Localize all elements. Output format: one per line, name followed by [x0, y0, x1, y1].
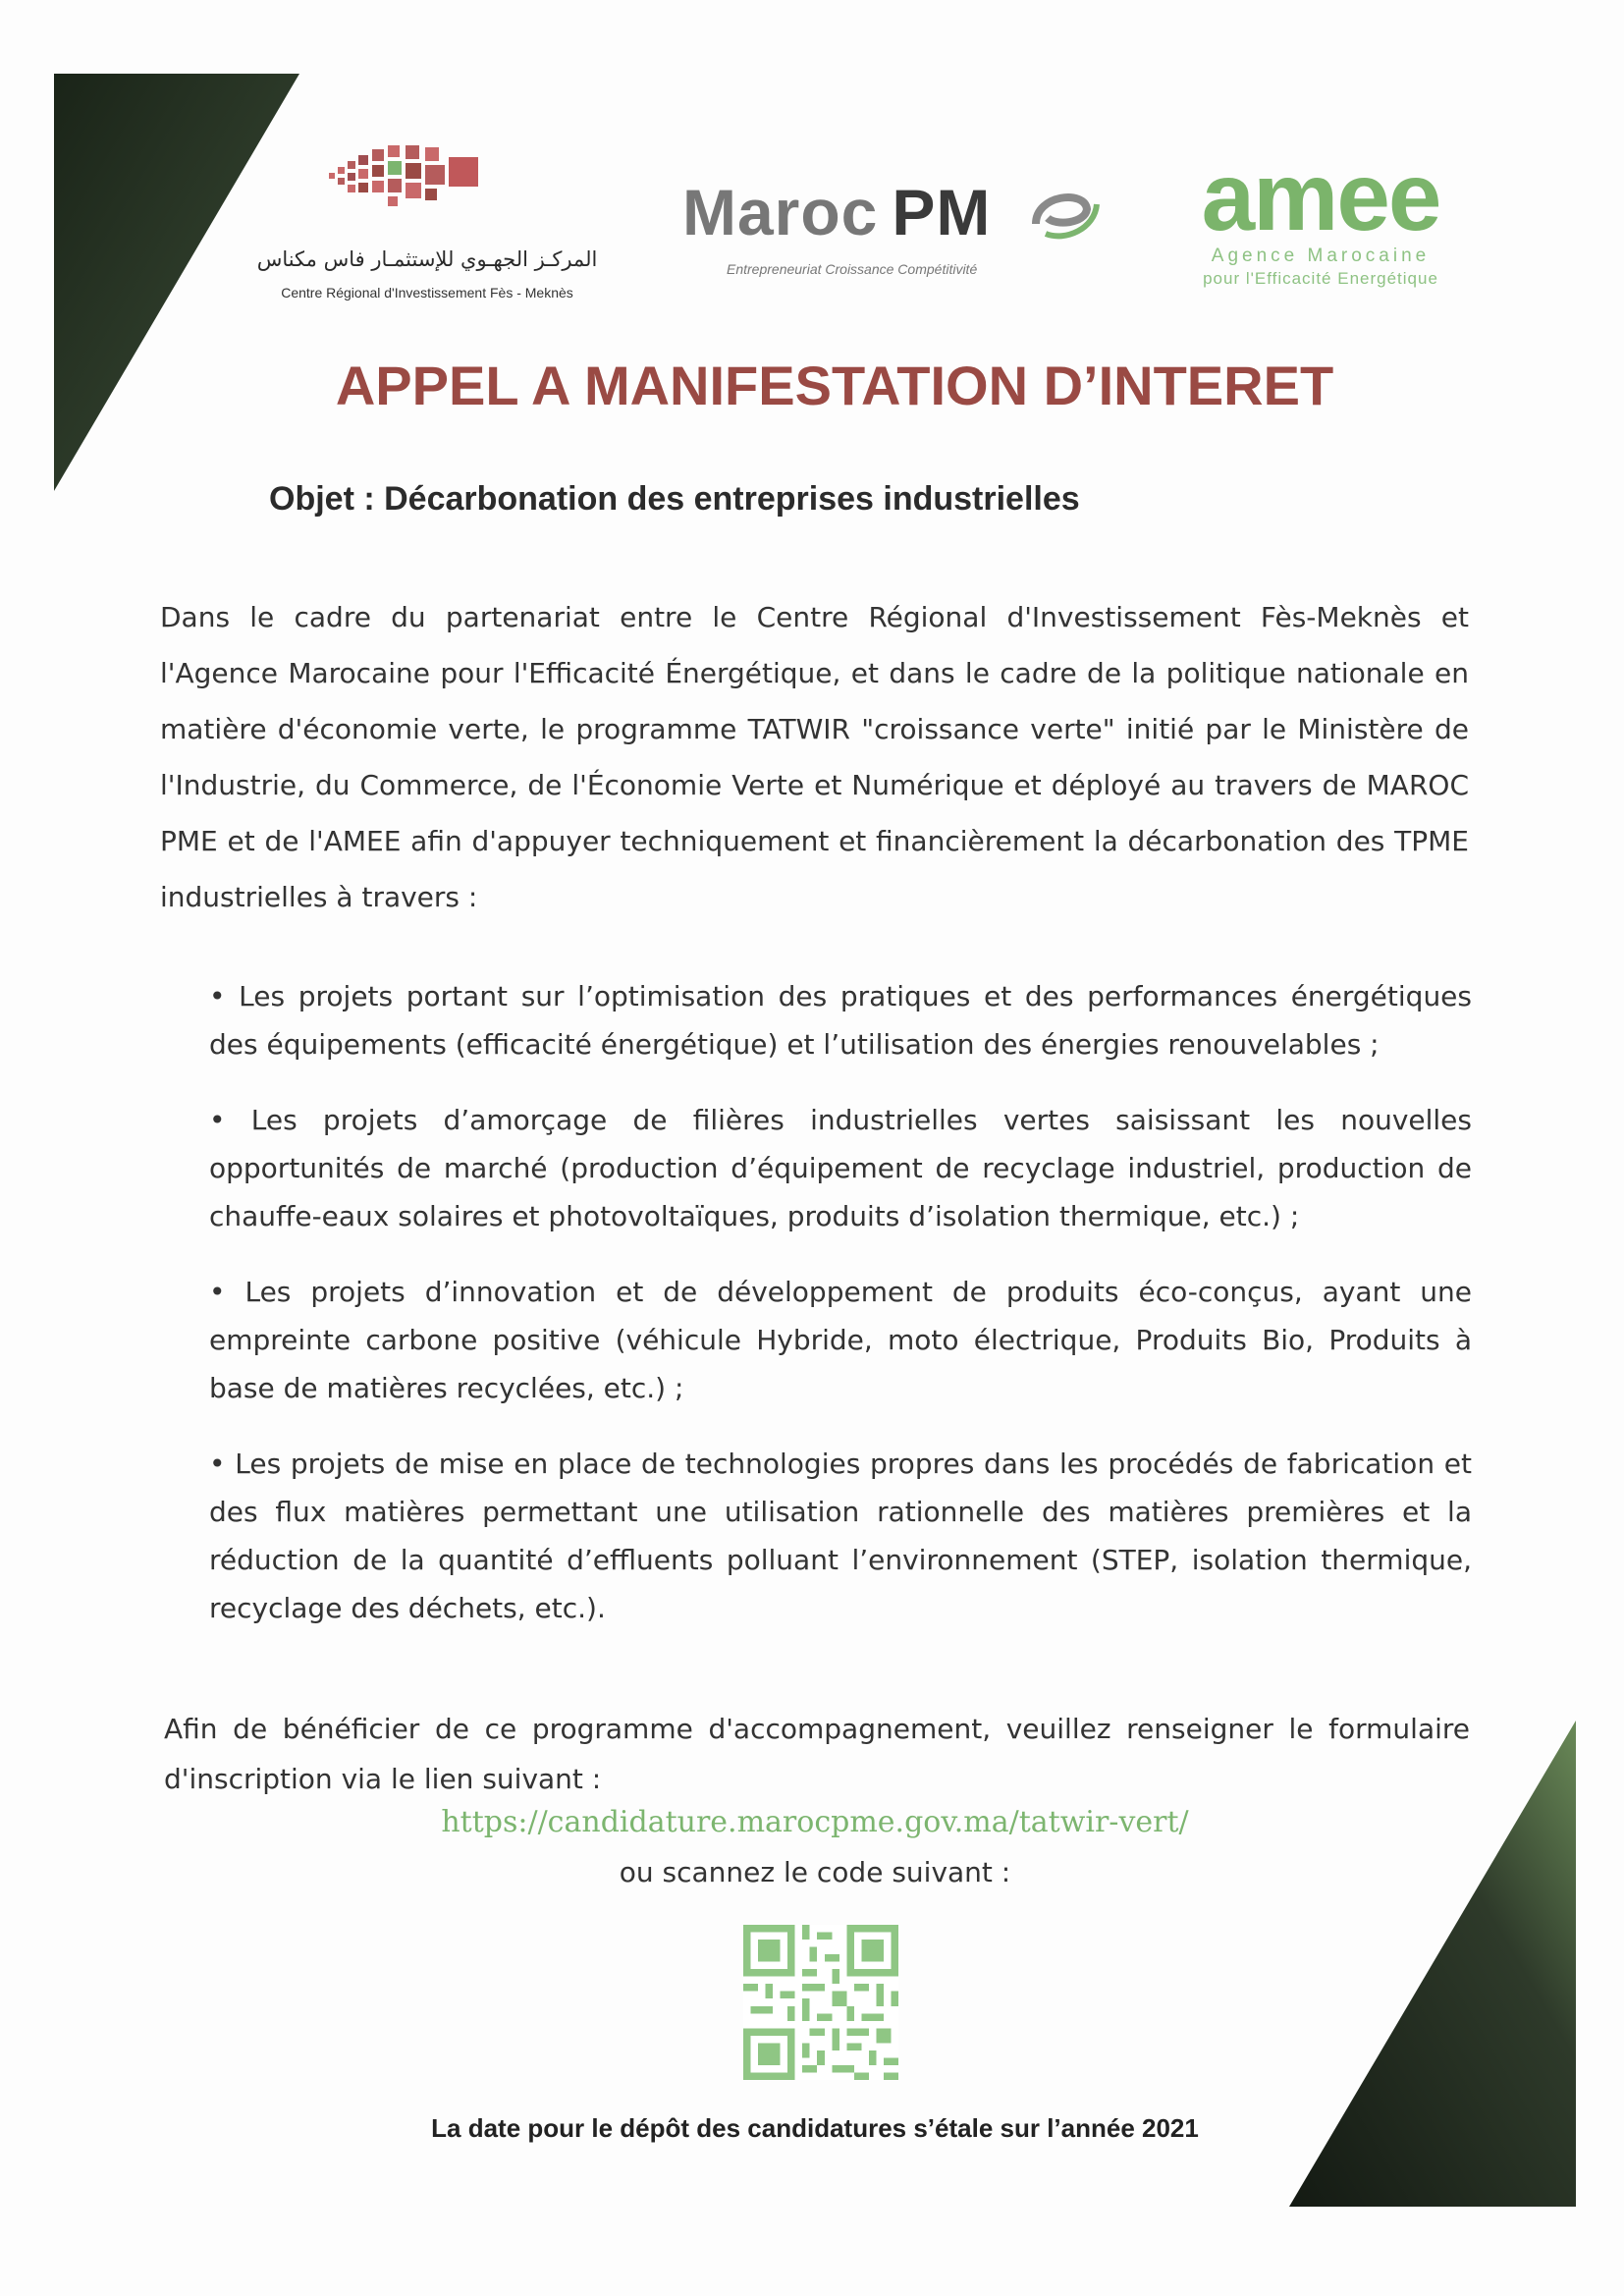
- scan-instruction: ou scannez le code suivant :: [619, 1856, 1011, 1888]
- amee-wordmark: amee: [1201, 142, 1440, 250]
- project-list: [209, 972, 1472, 1660]
- crif-squares-logo-icon: [329, 145, 525, 239]
- maroc-pme-tagline: Entrepreneuriat Croissance Compétitivité: [727, 261, 978, 277]
- logo-maroc-pme: [682, 175, 1114, 283]
- page-title: APPEL A MANIFESTATION D’INTERET: [335, 355, 1334, 416]
- logo-amee: [1173, 142, 1468, 300]
- closing-paragraph: Afin de bénéficier de ce programme d'accompagnement, veuillez renseigner le formulaire d'inscription via le lien suivant :: [164, 1713, 1470, 1795]
- e-swoosh-logo-icon: [1026, 185, 1105, 248]
- amee-subtitle-line1: Agence Marocaine: [1211, 246, 1431, 266]
- pm-word: PM: [892, 176, 992, 248]
- maroc-pme-wordmark: [682, 175, 991, 249]
- intro-paragraph: Dans le cadre du partenariat entre le Centre Régional d'Investissement Fès-Meknès et l'Agence Marocaine pour l'Efficacité Énergétique, et dans le cadre de la politique nationale en matière d'économie verte, le programme TATWIR "croissance verte" initié par le Ministère de l'Industrie, du Commerce, de l'Économie Verte et Numérique et déployé au travers de MAROC PME et de l'AMEE afin d'appuyer techniquement et financièrement la décarbonation des TPME industrielles à travers :: [160, 601, 1469, 913]
- application-link[interactable]: https://candidature.marocpme.gov.ma/tatwir-vert/: [441, 1805, 1189, 1839]
- maroc-word: Maroc: [682, 176, 879, 248]
- deadline-note: La date pour le dépôt des candidatures s’étale sur l’année 2021: [431, 2113, 1199, 2143]
- crif-latin-name: Centre Régional d'Investissement Fès - Meknès: [281, 285, 573, 301]
- list-item: • Les projets d’amorçage de filières industrielles vertes saisissant les nouvelles opportunités de marché (production d’équipement de recyclage industriel, production de chauffe-eaux solaires et photovoltaïques, produits d’isolation thermique, etc.) ;: [209, 1104, 1472, 1232]
- list-item: • Les projets d’innovation et de développement de produits éco-conçus, ayant une empreinte carbone positive (véhicule Hybride, moto électrique, Produits Bio, Produits à base de matières recyclées, etc.) ;: [209, 1276, 1472, 1404]
- list-item: • Les projets portant sur l’optimisation des pratiques et des performances énergétiques des équipements (efficacité énergétique) et l’utilisation des énergies renouvelables ;: [209, 980, 1472, 1061]
- logo-crif: [250, 145, 604, 312]
- qr-code-icon[interactable]: [743, 1925, 898, 2080]
- crif-arabic-name: المركـز الجهـوي للإستثمـار فاس مكناس: [256, 247, 598, 271]
- amee-subtitle-line2: pour l'Efficacité Energétique: [1203, 269, 1438, 288]
- subject-line: Objet : Décarbonation des entreprises industrielles: [269, 480, 1080, 518]
- list-item: • Les projets de mise en place de technologies propres dans les procédés de fabrication et des flux matières permettant une utilisation rationnelle des matières premières et la réduction de la quantité d’effluents polluant l’environnement (STEP, isolation thermique, recyclage des déchets, etc.).: [209, 1448, 1472, 1624]
